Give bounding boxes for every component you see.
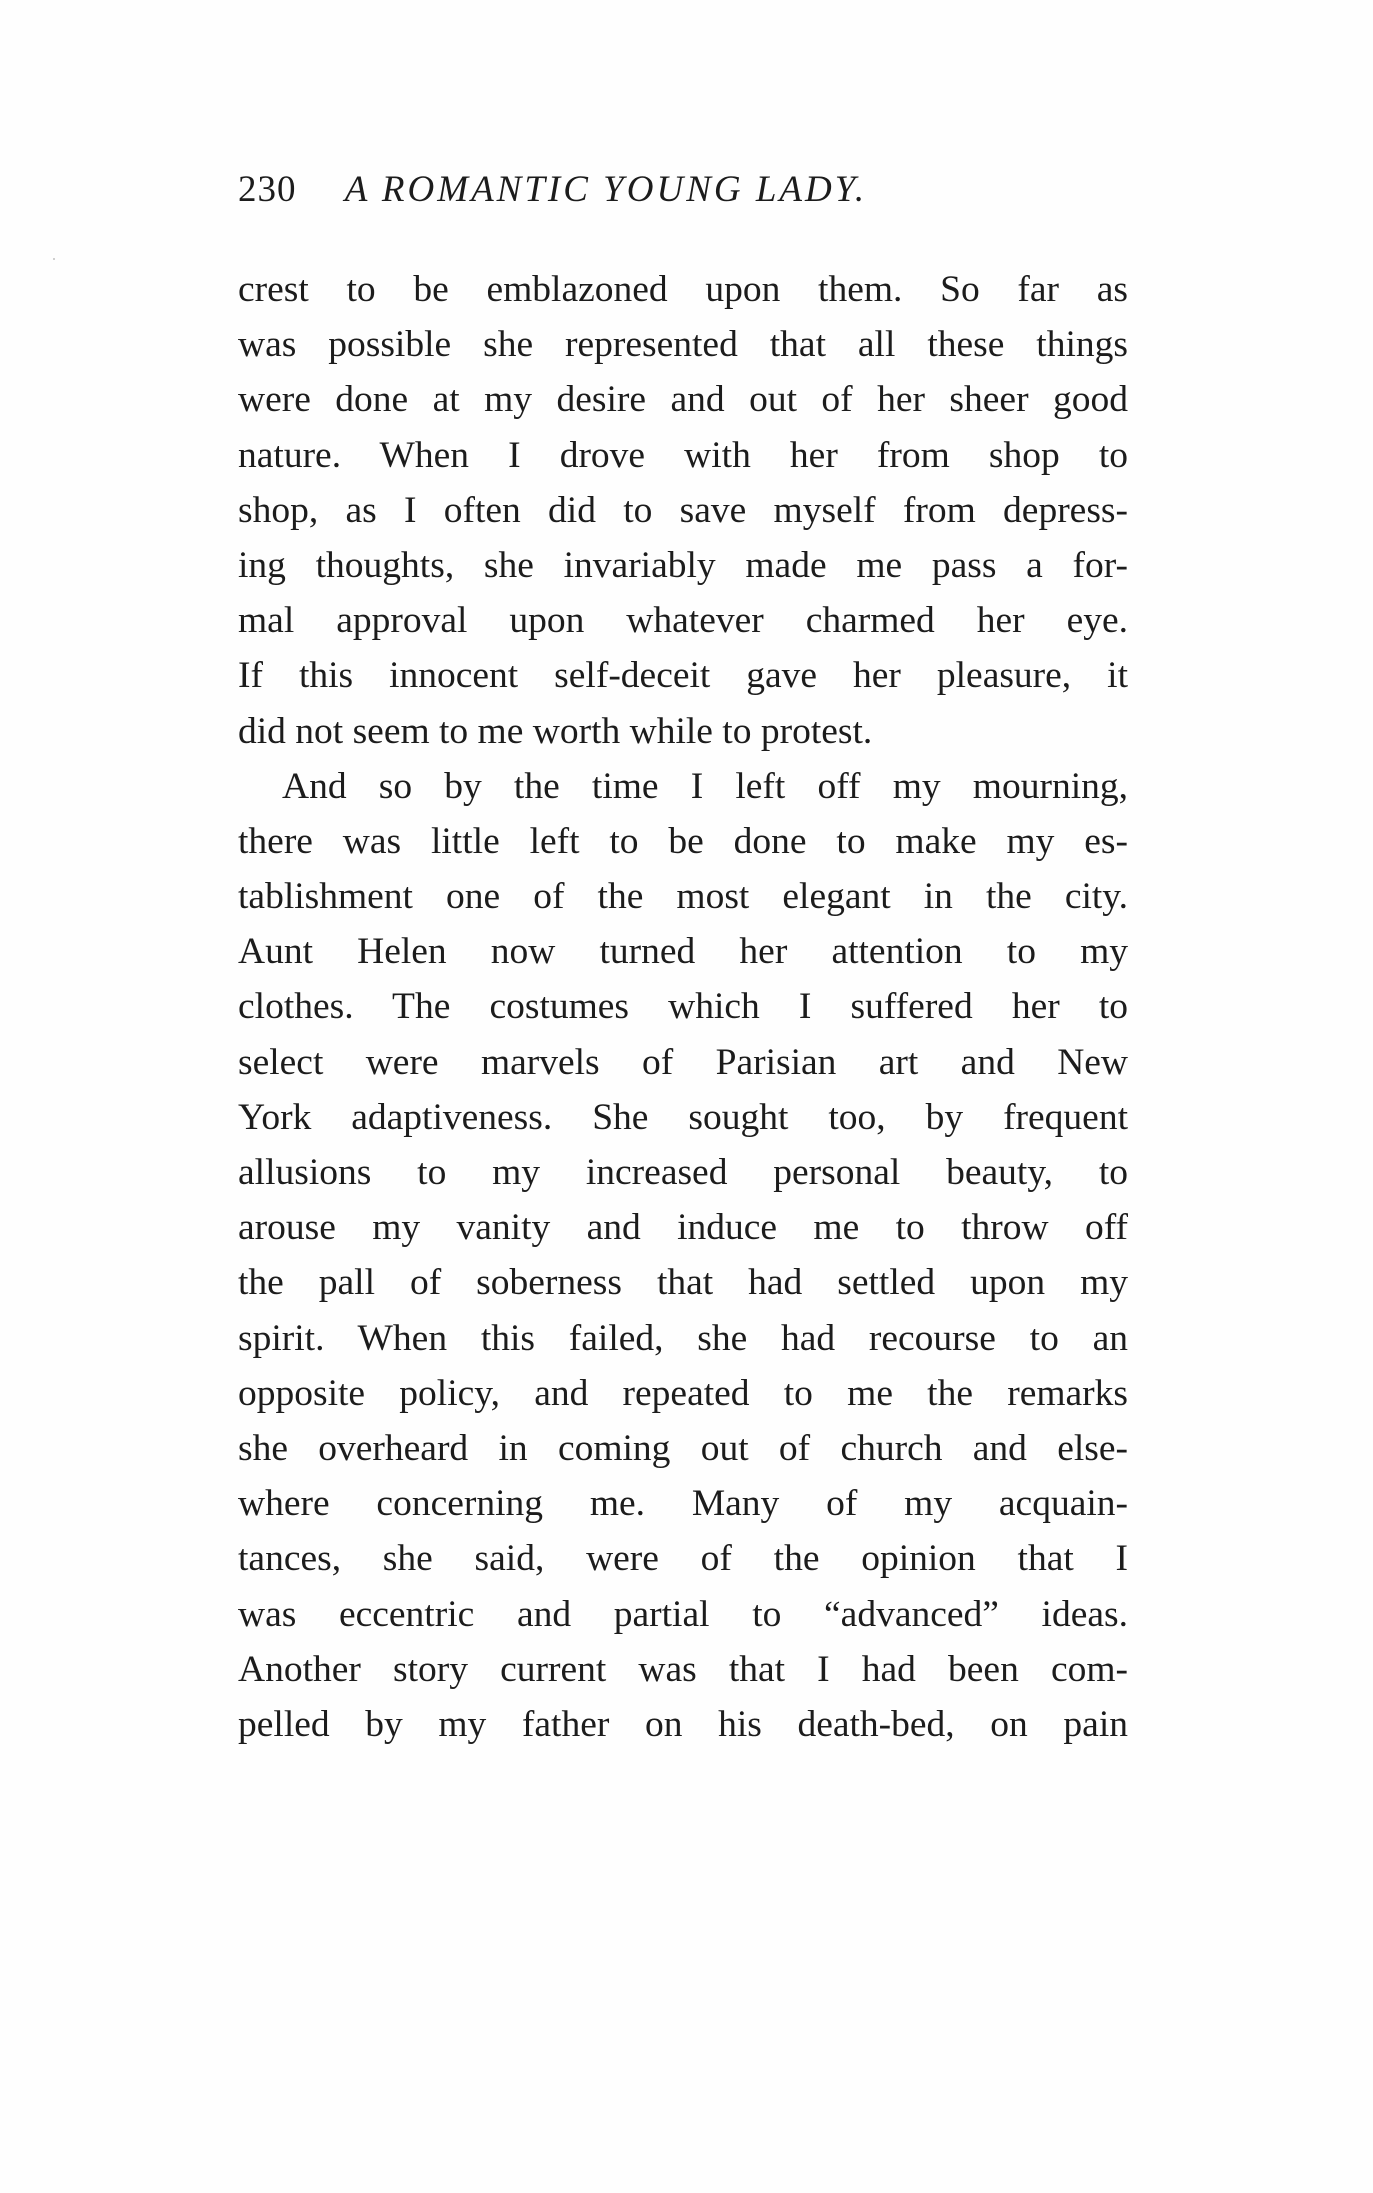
text-line: did not seem to me worth while to protest. xyxy=(238,710,873,752)
text-line: shop, as I often did to save myself from depress- xyxy=(238,489,1128,531)
text-line: mal approval upon whatever charmed her eye. xyxy=(238,600,1128,642)
text-line: where concerning me. Many of my acquain- xyxy=(238,1483,1128,1525)
text-line: opposite policy, and repeated to me the remarks xyxy=(238,1372,1128,1414)
text-line: crest to be emblazoned upon them. So far as xyxy=(238,269,1128,310)
text-line: spirit. When this failed, she had recourse to an xyxy=(238,1317,1128,1359)
text-line: pelled by my father on his death-bed, on pain xyxy=(238,1703,1128,1745)
text-line: arouse my vanity and induce me to throw off xyxy=(238,1207,1128,1249)
text-line: she overheard in coming out of church and else- xyxy=(238,1427,1128,1469)
text-line: select were marvels of Parisian art and New xyxy=(238,1041,1128,1083)
text-line: was possible she represented that all these things xyxy=(238,324,1128,366)
text-line: ing thoughts, she invariably made me pass a for- xyxy=(238,544,1128,586)
text-line: tablishment one of the most elegant in the city. xyxy=(238,876,1128,918)
running-title: A ROMANTIC YOUNG LADY. xyxy=(344,169,868,210)
text-line: Aunt Helen now turned her attention to my xyxy=(238,931,1128,973)
text-line: If this innocent self-deceit gave her pleasure, it xyxy=(238,655,1128,697)
text-line: allusions to my increased personal beauty, to xyxy=(238,1152,1128,1193)
paragraph-2 xyxy=(238,759,1128,1752)
text-line: clothes. The costumes which I suffered her to xyxy=(238,986,1128,1028)
text-line: there was little left to be done to make my es- xyxy=(238,820,1128,862)
text-line: tances, she said, were of the opinion that I xyxy=(238,1538,1128,1580)
text-line: And so by the time I left off my mourning, xyxy=(282,765,1128,807)
page-speck xyxy=(53,258,55,260)
text-line: were done at my desire and out of her sheer good xyxy=(238,379,1128,421)
running-header xyxy=(238,168,1158,228)
paragraph-1 xyxy=(238,262,1128,759)
text-line: was eccentric and partial to “advanced” ideas. xyxy=(238,1593,1128,1635)
text-line: the pall of soberness that had settled upon my xyxy=(238,1262,1128,1304)
body-text xyxy=(238,262,1128,1752)
text-line: nature. When I drove with her from shop to xyxy=(238,434,1128,476)
text-line: Another story current was that I had been com- xyxy=(238,1648,1128,1690)
page-number: 230 xyxy=(238,169,297,210)
text-line: York adaptiveness. She sought too, by frequent xyxy=(238,1096,1128,1138)
